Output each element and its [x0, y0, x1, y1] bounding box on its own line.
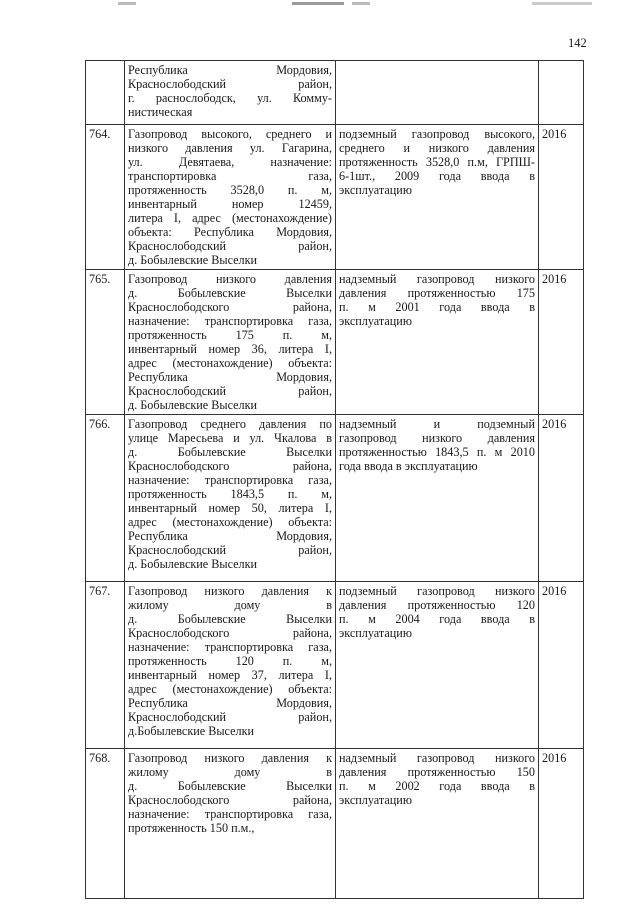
- object-name-cell-line: Республика Мордовия,: [128, 63, 332, 77]
- object-description-cell: [336, 125, 539, 270]
- object-description-cell-line: 6-1шт., 2009 года ввода в: [339, 169, 535, 183]
- object-name-cell-line: объекта: Республика Мордовия,: [128, 225, 332, 239]
- object-description-cell-line: давления протяженностью 175: [339, 286, 535, 300]
- object-description-cell-line: эксплуатацию: [339, 183, 412, 197]
- year-cell: 2016: [539, 582, 584, 749]
- scan-artifact: [118, 2, 136, 5]
- object-description-cell: [336, 270, 539, 415]
- object-description-cell: [336, 415, 539, 582]
- year-cell: [539, 61, 584, 125]
- object-name-cell-line: Газопровод среднего давления по: [128, 417, 332, 431]
- object-name-cell-line: д. Бобылевские Выселки: [128, 445, 332, 459]
- object-name-cell-line: назначение: транспортировка газа,: [128, 473, 332, 487]
- page-number: 142: [568, 36, 587, 50]
- object-name-cell-line: жилому дому в: [128, 765, 332, 779]
- object-name-cell: [125, 270, 336, 415]
- object-description-cell-line: п. м 2001 года ввода в: [339, 300, 535, 314]
- object-description-cell: [336, 749, 539, 899]
- object-description-cell-line: надземный газопровод низкого: [339, 751, 535, 765]
- object-name-cell-line: Газопровод низкого давления к: [128, 584, 332, 598]
- object-name-cell-line: инвентарный номер 50, литера I,: [128, 501, 332, 515]
- object-name-cell-line: д. Бобылевские Выселки: [128, 612, 332, 626]
- object-name-cell-line: Краснослободский район,: [128, 239, 332, 253]
- object-name-cell-line: Краснослободского района,: [128, 459, 332, 473]
- object-name-cell-line: д. Бобылевские Выселки: [128, 398, 258, 412]
- object-name-cell-line: Краснослободский район,: [128, 77, 332, 91]
- object-name-cell-line: назначение: транспортировка газа,: [128, 314, 332, 328]
- object-name-cell-line: низкого давления ул. Гагарина,: [128, 141, 332, 155]
- object-name-cell-line: д. Бобылевские Выселки: [128, 779, 332, 793]
- row-number: 764.: [86, 125, 125, 270]
- scan-artifact: [532, 2, 592, 5]
- object-name-cell-line: транспортировка газа,: [128, 169, 332, 183]
- object-name-cell-line: инвентарный номер 12459,: [128, 197, 332, 211]
- object-description-cell-line: эксплуатацию: [339, 314, 412, 328]
- table-row: [86, 749, 584, 899]
- object-description-cell-line: года ввода в эксплуатацию: [339, 459, 478, 473]
- object-description-cell-line: п. м 2004 года ввода в: [339, 612, 535, 626]
- object-name-cell: [125, 749, 336, 899]
- object-name-cell-line: инвентарный номер 37, литера I,: [128, 668, 332, 682]
- object-name-cell-line: назначение: транспортировка газа,: [128, 640, 332, 654]
- object-name-cell-line: протяженность 3528,0 п. м,: [128, 183, 332, 197]
- object-name-cell-line: протяженность 175 п. м,: [128, 328, 332, 342]
- object-name-cell-line: Республика Мордовия,: [128, 696, 332, 710]
- object-name-cell: [125, 125, 336, 270]
- row-number: 768.: [86, 749, 125, 899]
- scan-artifact: [292, 2, 344, 5]
- object-description-cell-line: подземный газопровод высокого,: [339, 127, 535, 141]
- object-description-cell-line: эксплуатацию: [339, 626, 412, 640]
- object-description-cell-line: среднего и низкого давления: [339, 141, 535, 155]
- object-name-cell-line: Краснослободского района,: [128, 300, 332, 314]
- table-row: [86, 415, 584, 582]
- table-row: [86, 125, 584, 270]
- object-name-cell-line: Краснослободский район,: [128, 543, 332, 557]
- object-name-cell: [125, 415, 336, 582]
- object-description-cell-line: эксплуатацию: [339, 793, 412, 807]
- object-name-cell-line: Краснослободский район,: [128, 384, 332, 398]
- object-description-cell-line: надземный газопровод низкого: [339, 272, 535, 286]
- object-name-cell-line: Газопровод низкого давления к: [128, 751, 332, 765]
- object-name-cell-line: нистическая: [128, 105, 193, 119]
- table-row: [86, 61, 584, 125]
- object-name-cell-line: протяженность 120 п. м,: [128, 654, 332, 668]
- object-name-cell-line: Газопровод низкого давления: [128, 272, 332, 286]
- object-description-cell-line: давления протяженностью 150: [339, 765, 535, 779]
- object-description-cell: [336, 582, 539, 749]
- object-description-cell-line: подземный газопровод низкого: [339, 584, 535, 598]
- object-name-cell-line: д. Бобылевские Выселки: [128, 557, 258, 571]
- object-description-cell-line: п. м 2002 года ввода в: [339, 779, 535, 793]
- object-name-cell-line: инвентарный номер 36, литера I,: [128, 342, 332, 356]
- row-number: 767.: [86, 582, 125, 749]
- row-number: [86, 61, 125, 125]
- object-name-cell-line: литера I, адрес (местонахождение): [128, 211, 332, 225]
- object-name-cell: [125, 61, 336, 125]
- object-name-cell-line: улице Маресьева и ул. Чкалова в: [128, 431, 332, 445]
- object-name-cell-line: д.Бобылевские Выселки: [128, 724, 255, 738]
- object-name-cell-line: д. Бобылевские Выселки: [128, 286, 332, 300]
- object-name-cell: [125, 582, 336, 749]
- object-name-cell-line: Краснослободского района,: [128, 626, 332, 640]
- object-name-cell-line: г. раснослободск, ул. Комму-: [128, 91, 332, 105]
- object-description-cell-line: протяженность 3528,0 п.м, ГРПШ-: [339, 155, 535, 169]
- object-name-cell-line: адрес (местонахождение) объекта:: [128, 356, 332, 370]
- year-cell: 2016: [539, 125, 584, 270]
- object-name-cell-line: протяженность 1843,5 п. м,: [128, 487, 332, 501]
- object-name-cell-line: Краснослободского района,: [128, 793, 332, 807]
- object-name-cell-line: Краснослободский район,: [128, 710, 332, 724]
- object-name-cell-line: Республика Мордовия,: [128, 529, 332, 543]
- registry-table: [85, 60, 584, 899]
- object-name-cell-line: ул. Девятаева, назначение:: [128, 155, 332, 169]
- table-row: [86, 270, 584, 415]
- object-name-cell-line: назначение: транспортировка газа,: [128, 807, 332, 821]
- object-name-cell-line: адрес (местонахождение) объекта:: [128, 682, 332, 696]
- row-number: 766.: [86, 415, 125, 582]
- object-description-cell-line: давления протяженностью 120: [339, 598, 535, 612]
- object-description-cell-line: протяженностью 1843,5 п. м 2010: [339, 445, 535, 459]
- year-cell: 2016: [539, 415, 584, 582]
- object-name-cell-line: Газопровод высокого, среднего и: [128, 127, 332, 141]
- object-name-cell-line: Республика Мордовия,: [128, 370, 332, 384]
- year-cell: 2016: [539, 270, 584, 415]
- scan-artifact: [352, 2, 370, 5]
- year-cell: 2016: [539, 749, 584, 899]
- object-description-cell-line: газопровод низкого давления: [339, 431, 535, 445]
- object-name-cell-line: д. Бобылевские Выселки: [128, 253, 258, 267]
- row-number: 765.: [86, 270, 125, 415]
- table-row: [86, 582, 584, 749]
- object-description-cell: [336, 61, 539, 125]
- object-name-cell-line: жилому дому в: [128, 598, 332, 612]
- object-description-cell-line: надземный и подземный: [339, 417, 535, 431]
- object-name-cell-line: адрес (местонахождение) объекта:: [128, 515, 332, 529]
- object-name-cell-line: протяженность 150 п.м.,: [128, 821, 255, 835]
